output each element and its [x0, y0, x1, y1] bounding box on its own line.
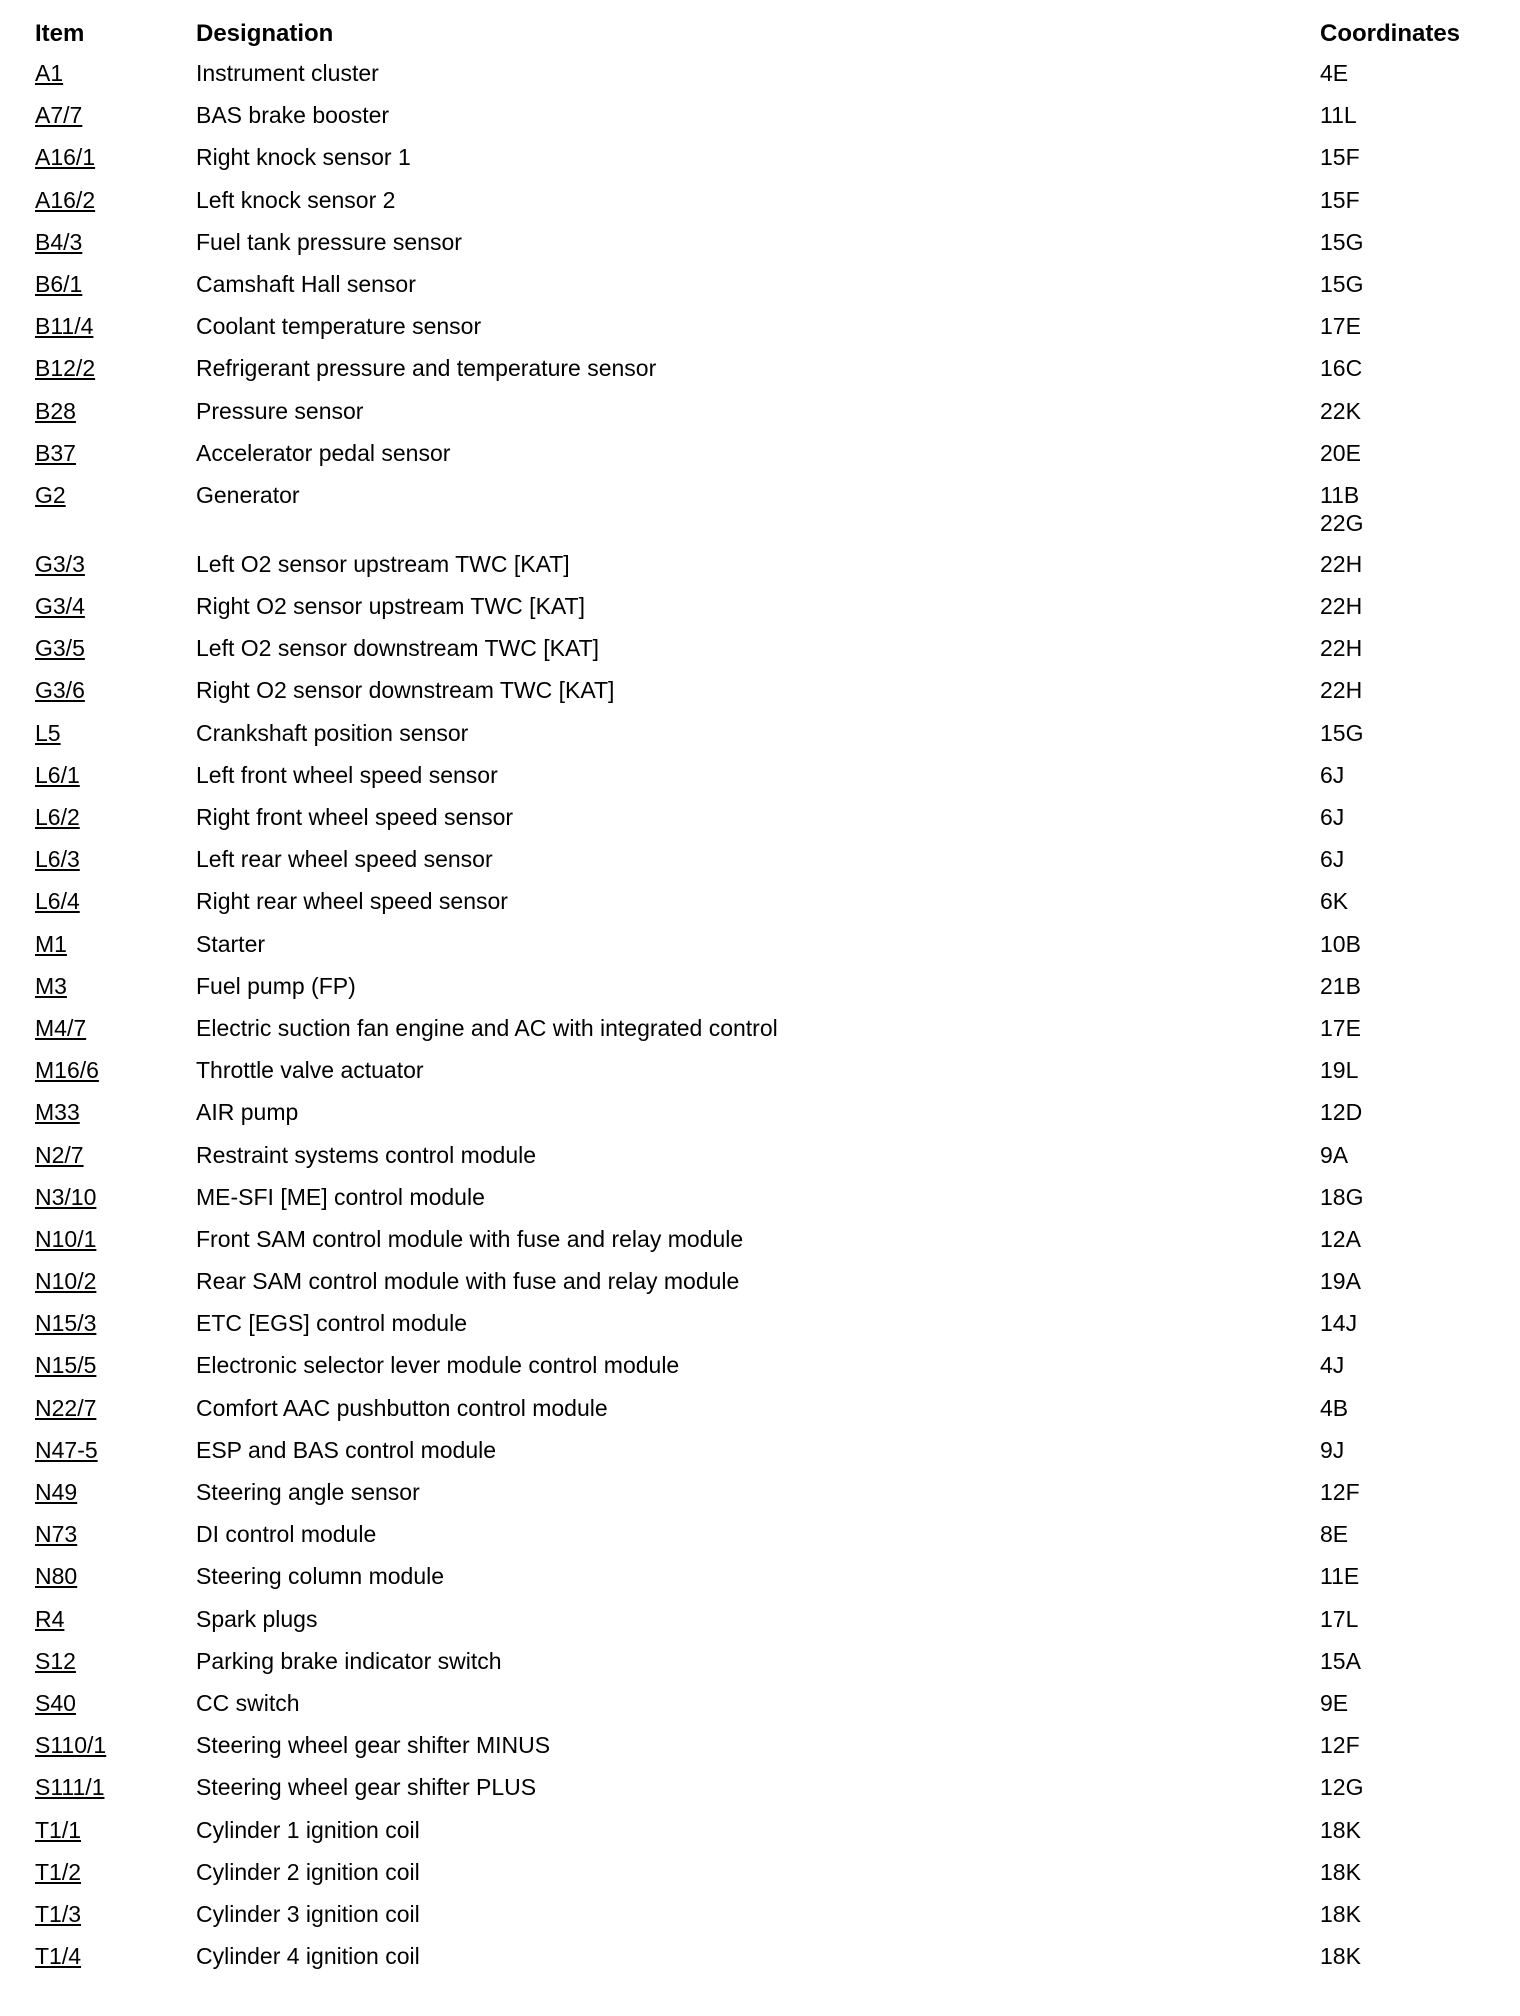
designation-text: Camshaft Hall sensor: [196, 270, 416, 297]
table-row: [0, 1942, 1520, 1984]
designation-text: Steering wheel gear shifter PLUS: [196, 1774, 537, 1801]
item-link[interactable]: T1/2: [35, 1858, 82, 1885]
table-row: [0, 803, 1520, 845]
table-row: [0, 101, 1520, 143]
table-row: [0, 972, 1520, 1014]
coordinates-cell: [1320, 1858, 1361, 1886]
table-row: [0, 1309, 1520, 1351]
designation-text: Right front wheel speed sensor: [196, 804, 514, 830]
coordinates-cell: [1320, 228, 1363, 256]
designation-text: Generator: [196, 481, 300, 508]
item-link[interactable]: A16/2: [35, 186, 96, 213]
table-row: [0, 676, 1520, 718]
coordinate-value: 4J: [1320, 1352, 1345, 1379]
coordinate-value: 18K: [1320, 1943, 1361, 1970]
coordinate-value: 15G: [1320, 719, 1364, 746]
coordinate-value: 15A: [1320, 1647, 1361, 1674]
coordinate-value: 12G: [1320, 1774, 1364, 1801]
item-link[interactable]: N49: [35, 1479, 78, 1505]
designation-text: ME-SFI [ME] control module: [196, 1183, 485, 1210]
table-row: [0, 1436, 1520, 1478]
item-link[interactable]: T1/1: [35, 1816, 82, 1843]
coordinates-cell: [1320, 397, 1361, 425]
coordinate-value: 11E: [1320, 1563, 1360, 1590]
designation-text: AIR pump: [196, 1099, 299, 1126]
coordinate-value: 19L: [1320, 1057, 1359, 1084]
coordinates-cell: [1320, 761, 1344, 789]
coordinate-value: 14J: [1320, 1310, 1358, 1337]
table-row: [0, 270, 1520, 312]
designation-text: Right O2 sensor upstream TWC [KAT]: [196, 593, 585, 620]
table-row: [0, 1478, 1520, 1520]
coordinate-value: 12F: [1320, 1732, 1360, 1759]
table-row: [0, 439, 1520, 481]
table-row: [0, 59, 1520, 101]
item-link[interactable]: M33: [35, 1099, 80, 1126]
designation-text: Accelerator pedal sensor: [196, 439, 451, 466]
table-row: [0, 1773, 1520, 1815]
coordinates-cell: [1320, 1562, 1359, 1590]
coordinate-value: 9A: [1320, 1141, 1349, 1168]
item-link[interactable]: N15/5: [35, 1352, 97, 1379]
designation-text: Fuel tank pressure sensor: [196, 228, 462, 255]
item-link[interactable]: G2: [35, 481, 66, 508]
table-row: [0, 1562, 1520, 1604]
coordinates-cell: [1320, 481, 1363, 537]
designation-text: Parking brake indicator switch: [196, 1647, 502, 1674]
item-link[interactable]: B37: [35, 439, 76, 466]
table-row: [0, 1858, 1520, 1900]
table-row: [0, 1816, 1520, 1858]
coordinates-cell: [1320, 1056, 1358, 1084]
item-link[interactable]: N10/2: [35, 1268, 97, 1295]
table-row: [0, 1056, 1520, 1098]
table-row: [0, 1014, 1520, 1056]
coordinates-cell: [1320, 1520, 1348, 1548]
coordinates-cell: [1320, 439, 1361, 467]
table-row: [0, 1141, 1520, 1183]
table-row: [0, 228, 1520, 270]
designation-text: Coolant temperature sensor: [196, 313, 482, 340]
coordinate-value: 9J: [1320, 1436, 1345, 1463]
table-row: [0, 930, 1520, 972]
designation-text: Comfort AAC pushbutton control module: [196, 1394, 608, 1421]
coordinates-cell: [1320, 1478, 1360, 1506]
coordinates-cell: [1320, 676, 1362, 704]
coordinates-cell: [1320, 59, 1348, 87]
coordinate-value: 8E: [1320, 1521, 1349, 1548]
coordinate-value: 22H: [1320, 593, 1363, 620]
table-header: [0, 19, 1520, 53]
table-body: [0, 59, 1520, 1984]
item-link[interactable]: B12/2: [35, 355, 96, 382]
coordinate-value: 12D: [1320, 1099, 1363, 1126]
coordinate-value: 17E: [1320, 1014, 1361, 1041]
item-link[interactable]: S40: [35, 1689, 76, 1716]
designation-text: ESP and BAS control module: [196, 1436, 497, 1463]
coordinate-value: 11L: [1320, 102, 1357, 129]
table-row: [0, 1520, 1520, 1562]
item-link[interactable]: M3: [35, 972, 67, 999]
coordinate-value: 12A: [1320, 1225, 1361, 1252]
designation-text: Crankshaft position sensor: [196, 719, 469, 746]
item-link[interactable]: L6/1: [35, 761, 80, 788]
item-link[interactable]: G3/3: [35, 550, 85, 577]
designation-text: Restraint systems control module: [196, 1141, 537, 1168]
designation-text: Left rear wheel speed sensor: [196, 846, 493, 873]
coordinate-value: 9E: [1320, 1689, 1349, 1716]
coordinate-value: 18G: [1320, 1183, 1364, 1210]
coordinates-cell: [1320, 1141, 1348, 1169]
coordinates-cell: [1320, 719, 1363, 747]
designation-text: Starter: [196, 930, 266, 957]
coordinates-cell: [1320, 1351, 1344, 1379]
table-row: [0, 354, 1520, 396]
table-row: [0, 761, 1520, 803]
table-row: [0, 550, 1520, 592]
item-link[interactable]: T1/3: [35, 1900, 82, 1927]
coordinates-cell: [1320, 101, 1357, 129]
coordinate-value: 22K: [1320, 397, 1361, 424]
coordinate-value: 6J: [1320, 846, 1345, 873]
coordinates-cell: [1320, 1900, 1361, 1928]
coordinate-value: 6J: [1320, 804, 1345, 830]
coordinates-cell: [1320, 1605, 1358, 1633]
coordinate-value: 19A: [1320, 1268, 1361, 1295]
designation-text: CC switch: [196, 1689, 300, 1716]
designation-text: Refrigerant pressure and temperature sensor: [196, 355, 657, 382]
item-link[interactable]: N2/7: [35, 1141, 84, 1168]
item-link[interactable]: N3/10: [35, 1183, 97, 1210]
designation-text: Instrument cluster: [196, 60, 379, 86]
coordinates-cell: [1320, 186, 1360, 214]
coordinate-value: 21B: [1320, 972, 1361, 999]
table-row: [0, 719, 1520, 761]
table-row: [0, 592, 1520, 634]
item-link[interactable]: N22/7: [35, 1394, 97, 1421]
item-link[interactable]: A16/1: [35, 144, 96, 171]
header-item: Item: [35, 20, 85, 47]
designation-text: Right O2 sensor downstream TWC [KAT]: [196, 677, 615, 704]
designation-text: Fuel pump (FP): [196, 972, 356, 999]
table-row: [0, 143, 1520, 185]
item-link[interactable]: G3/6: [35, 677, 85, 704]
coordinates-cell: [1320, 930, 1361, 958]
table-row: [0, 186, 1520, 228]
coordinates-cell: [1320, 1309, 1357, 1337]
coordinates-cell: [1320, 845, 1344, 873]
coordinates-cell: [1320, 550, 1362, 578]
table-row: [0, 1267, 1520, 1309]
designation-text: Steering column module: [196, 1563, 445, 1590]
coordinate-value: 4E: [1320, 60, 1349, 86]
designation-text: Right rear wheel speed sensor: [196, 888, 508, 915]
item-link[interactable]: N10/1: [35, 1225, 97, 1252]
table-row: [0, 1689, 1520, 1731]
coordinate-value: 6K: [1320, 888, 1349, 915]
table-row: [0, 1900, 1520, 1942]
coordinate-value: 15G: [1320, 228, 1364, 255]
item-link[interactable]: B6/1: [35, 270, 83, 297]
table-row: [0, 1351, 1520, 1393]
item-link[interactable]: S12: [35, 1647, 76, 1674]
coordinate-value: 22H: [1320, 550, 1363, 577]
coordinate-value: 11B: [1320, 481, 1360, 508]
coordinates-cell: [1320, 1014, 1361, 1042]
table-row: [0, 397, 1520, 439]
item-link[interactable]: B11/4: [35, 313, 94, 340]
coordinate-value: 18K: [1320, 1858, 1361, 1885]
item-link[interactable]: L5: [35, 719, 61, 746]
header-coordinates: Coordinates: [1320, 20, 1461, 47]
designation-text: Steering angle sensor: [196, 1479, 420, 1505]
coordinate-value: 6J: [1320, 761, 1345, 788]
coordinates-cell: [1320, 1773, 1363, 1801]
coordinates-cell: [1320, 972, 1361, 1000]
item-link[interactable]: A1: [35, 60, 64, 86]
coordinate-value: 20E: [1320, 439, 1361, 466]
coordinates-cell: [1320, 1816, 1361, 1844]
coordinates-cell: [1320, 1942, 1361, 1970]
item-link[interactable]: M1: [35, 930, 67, 957]
coordinate-value: 12F: [1320, 1479, 1360, 1505]
table-row: [0, 634, 1520, 676]
designation-text: Front SAM control module with fuse and relay module: [196, 1225, 744, 1252]
coordinate-value: 22G: [1320, 509, 1364, 536]
item-link[interactable]: G3/4: [35, 593, 85, 620]
item-link[interactable]: G3/5: [35, 635, 85, 662]
table-row: [0, 312, 1520, 354]
coordinates-cell: [1320, 1731, 1360, 1759]
table-row: [0, 1605, 1520, 1647]
table-row: [0, 1647, 1520, 1689]
designation-text: Cylinder 1 ignition coil: [196, 1816, 420, 1843]
header-designation: Designation: [196, 20, 334, 47]
coordinate-value: 17E: [1320, 313, 1361, 340]
coordinate-value: 16C: [1320, 355, 1363, 382]
item-link[interactable]: S110/1: [35, 1732, 107, 1759]
coordinates-cell: [1320, 1267, 1361, 1295]
item-link[interactable]: A7/7: [35, 102, 83, 129]
coordinate-value: 18K: [1320, 1900, 1361, 1927]
coordinates-cell: [1320, 1098, 1362, 1126]
coordinate-value: 18K: [1320, 1816, 1361, 1843]
coordinates-cell: [1320, 1225, 1361, 1253]
designation-text: Electronic selector lever module control module: [196, 1352, 680, 1379]
item-link[interactable]: T1/4: [35, 1943, 82, 1970]
designation-text: Cylinder 2 ignition coil: [196, 1858, 420, 1885]
coordinates-cell: [1320, 592, 1362, 620]
coordinates-cell: [1320, 1689, 1348, 1717]
coordinate-value: 22H: [1320, 635, 1363, 662]
designation-text: Rear SAM control module with fuse and relay module: [196, 1268, 740, 1295]
item-link[interactable]: S111/1: [35, 1774, 105, 1801]
item-link[interactable]: L6/4: [35, 888, 80, 915]
coordinate-value: 15F: [1320, 186, 1360, 213]
table-row: [0, 481, 1520, 550]
designation-text: ETC [EGS] control module: [196, 1310, 467, 1337]
coordinates-cell: [1320, 634, 1362, 662]
coordinates-cell: [1320, 1183, 1363, 1211]
item-link[interactable]: B28: [35, 397, 76, 424]
coordinates-cell: [1320, 354, 1362, 382]
designation-text: Left knock sensor 2: [196, 186, 396, 213]
designation-text: Left front wheel speed sensor: [196, 761, 498, 788]
designation-text: DI control module: [196, 1521, 377, 1548]
coordinates-cell: [1320, 143, 1360, 171]
designation-text: Cylinder 4 ignition coil: [196, 1943, 420, 1970]
coordinate-value: 22H: [1320, 677, 1363, 704]
designation-text: Left O2 sensor upstream TWC [KAT]: [196, 550, 570, 577]
table-row: [0, 1394, 1520, 1436]
coordinate-value: 10B: [1320, 930, 1361, 957]
designation-text: Right knock sensor 1: [196, 144, 411, 171]
item-link[interactable]: R4: [35, 1605, 65, 1632]
designation-text: Spark plugs: [196, 1605, 318, 1632]
table-row: [0, 1183, 1520, 1225]
table-row: [0, 1098, 1520, 1140]
table-row: [0, 1731, 1520, 1773]
coordinate-value: 15F: [1320, 144, 1360, 171]
designation-text: BAS brake booster: [196, 102, 390, 129]
designation-text: Pressure sensor: [196, 397, 364, 424]
item-link[interactable]: N80: [35, 1563, 78, 1590]
designation-text: Left O2 sensor downstream TWC [KAT]: [196, 635, 600, 662]
coordinates-cell: [1320, 1647, 1361, 1675]
designation-text: Throttle valve actuator: [196, 1057, 424, 1084]
item-link[interactable]: M16/6: [35, 1057, 99, 1084]
table-row: [0, 887, 1520, 929]
item-link[interactable]: L6/2: [35, 804, 80, 830]
coordinates-cell: [1320, 887, 1348, 915]
item-link[interactable]: N73: [35, 1521, 78, 1548]
coordinates-cell: [1320, 1436, 1344, 1464]
designation-text: Electric suction fan engine and AC with integrated control: [196, 1014, 778, 1041]
coordinates-cell: [1320, 312, 1361, 340]
coordinates-cell: [1320, 1394, 1348, 1422]
coordinate-value: 15G: [1320, 270, 1364, 297]
coordinates-cell: [1320, 803, 1344, 831]
item-link[interactable]: B4/3: [35, 228, 83, 255]
item-link[interactable]: L6/3: [35, 846, 80, 873]
designation-text: Steering wheel gear shifter MINUS: [196, 1732, 551, 1759]
coordinates-cell: [1320, 270, 1363, 298]
item-link[interactable]: N15/3: [35, 1310, 97, 1337]
designation-text: Cylinder 3 ignition coil: [196, 1900, 420, 1927]
item-link[interactable]: N47-5: [35, 1436, 98, 1463]
item-link[interactable]: M4/7: [35, 1014, 87, 1041]
table-row: [0, 1225, 1520, 1267]
coordinate-value: 4B: [1320, 1394, 1349, 1421]
table-row: [0, 845, 1520, 887]
coordinate-value: 17L: [1320, 1605, 1359, 1632]
